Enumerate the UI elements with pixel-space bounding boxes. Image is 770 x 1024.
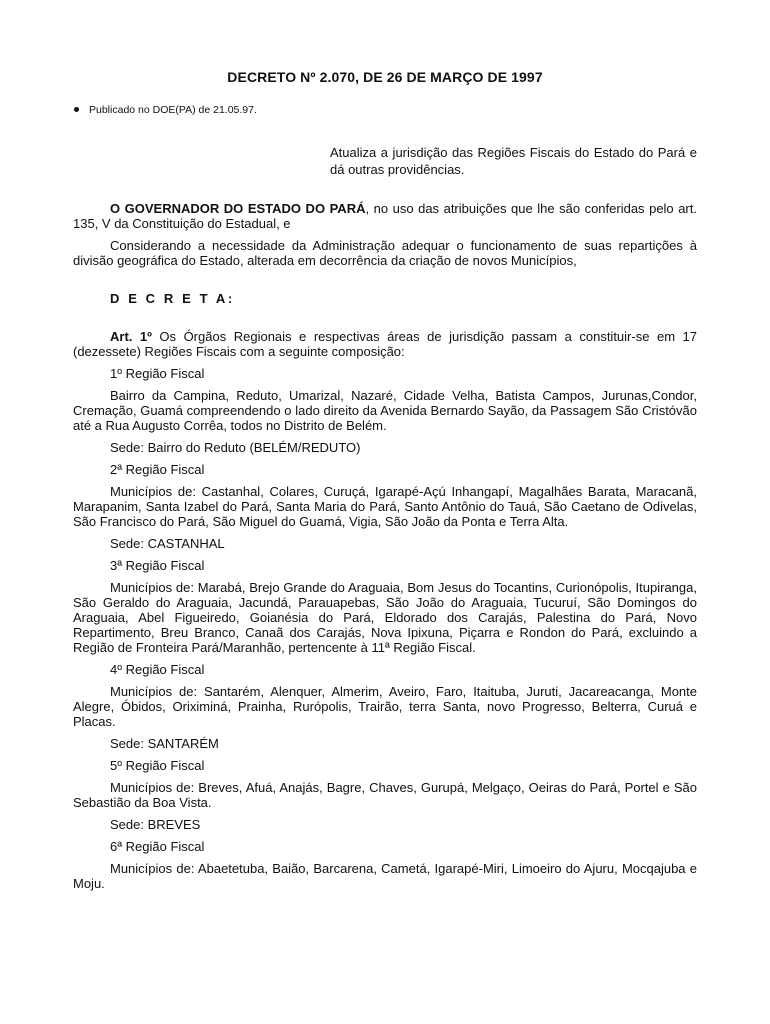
region-list xyxy=(73,366,697,891)
article-1-text: Os Órgãos Regionais e respectivas áreas de jurisdição passam a constituir-se em 17 (dezessete) Regiões Fiscais com a seguinte composição: xyxy=(73,329,698,359)
region-name: 4º Região Fiscal xyxy=(110,662,205,677)
region-municipalities: Municípios de: Castanhal, Colares, Curuçá, Igarapé-Açú Inhangapí, Magalhães Barata, Maracanã, Marapanim, Santa Izabel do Pará, Santa Maria do Pará, Santo Antônio do Tauá, São Caetano de Odivelas, São Francisco do Pará, São Miguel do Guamá, Vigia, São João da Ponta e Terra Alta. xyxy=(73,484,697,529)
region-name: 6ª Região Fiscal xyxy=(110,839,205,854)
article-1-label: Art. 1º xyxy=(110,329,152,344)
region-seat: Sede: BREVES xyxy=(110,817,201,832)
region-name: 3ª Região Fiscal xyxy=(110,558,205,573)
article-1-paragraph xyxy=(73,329,697,359)
publication-note-text: Publicado no DOE(PA) de 21.05.97. xyxy=(89,104,257,116)
region-municipalities: Municípios de: Abaetetuba, Baião, Barcarena, Cametá, Igarapé-Miri, Limoeiro do Ajuru, Mocqajuba e Moju. xyxy=(73,861,697,891)
region-municipalities: Municípios de: Breves, Afuá, Anajás, Bagre, Chaves, Gurupá, Melgaço, Oeiras do Pará, Portel e São Sebastião da Boa Vista. xyxy=(73,780,697,810)
region-seat: Sede: SANTARÉM xyxy=(110,736,219,751)
decree-summary: Atualiza a jurisdição das Regiões Fiscais do Estado do Pará e dá outras providências. xyxy=(330,145,697,177)
publication-note xyxy=(73,104,257,116)
decreta-heading: D E C R E T A: xyxy=(110,291,235,306)
decree-body xyxy=(73,201,697,898)
region-municipalities: Bairro da Campina, Reduto, Umarizal, Nazaré, Cidade Velha, Batista Campos, Jurunas,Condor, Cremação, Guamá compreendendo o lado direito da Avenida Bernardo Sayão, da Passagem São Cristóvão até a Rua Augusto Corrêa, todos no Distrito de Belém. xyxy=(73,388,697,433)
preamble-paragraph xyxy=(73,201,697,231)
region-seat: Sede: Bairro do Reduto (BELÉM/REDUTO) xyxy=(110,440,361,455)
preamble-text: , no uso das atribuições que lhe são conferidas pelo art. 135, V da Constituição do Estadual, e xyxy=(73,201,697,231)
region-seat: Sede: CASTANHAL xyxy=(110,536,225,551)
considerando-paragraph: Considerando a necessidade da Administração adequar o funcionamento de suas repartições à divisão geográfica do Estado, alterada em decorrência da criação de novos Municípios, xyxy=(73,238,697,268)
region-municipalities: Municípios de: Marabá, Brejo Grande do Araguaia, Bom Jesus do Tocantins, Curionópolis, Itupiranga, São Geraldo do Araguaia, Jacundá, Parauapebas, São João do Araguaia, Tucuruí, São Domingos do Araguaia, Abel Figueiredo, Goianésia do Pará, Eldorado dos Carajás, Palestina do Pará, Novo Repartimento, Breu Branco, Canaã dos Carajás, Nova Ipixuna, Piçarra e Rondon do Pará, excluindo a Região de Fronteira Pará/Maranhão, pertencente à 11ª Região Fiscal. xyxy=(73,580,697,655)
region-name: 2ª Região Fiscal xyxy=(110,462,205,477)
bullet-icon xyxy=(74,107,79,112)
region-name: 5º Região Fiscal xyxy=(110,758,205,773)
governor-heading: O GOVERNADOR DO ESTADO DO PARÁ xyxy=(110,201,366,216)
region-municipalities: Municípios de: Santarém, Alenquer, Almerim, Aveiro, Faro, Itaituba, Juruti, Jacareacanga, Monte Alegre, Óbidos, Oriximiná, Prainha, Rurópolis, Trairão, terra Santa, novo Progresso, Belterra, Curuá e Placas. xyxy=(73,684,697,729)
region-name: 1º Região Fiscal xyxy=(110,366,205,381)
decree-title: DECRETO Nº 2.070, DE 26 DE MARÇO DE 1997 xyxy=(227,69,543,85)
